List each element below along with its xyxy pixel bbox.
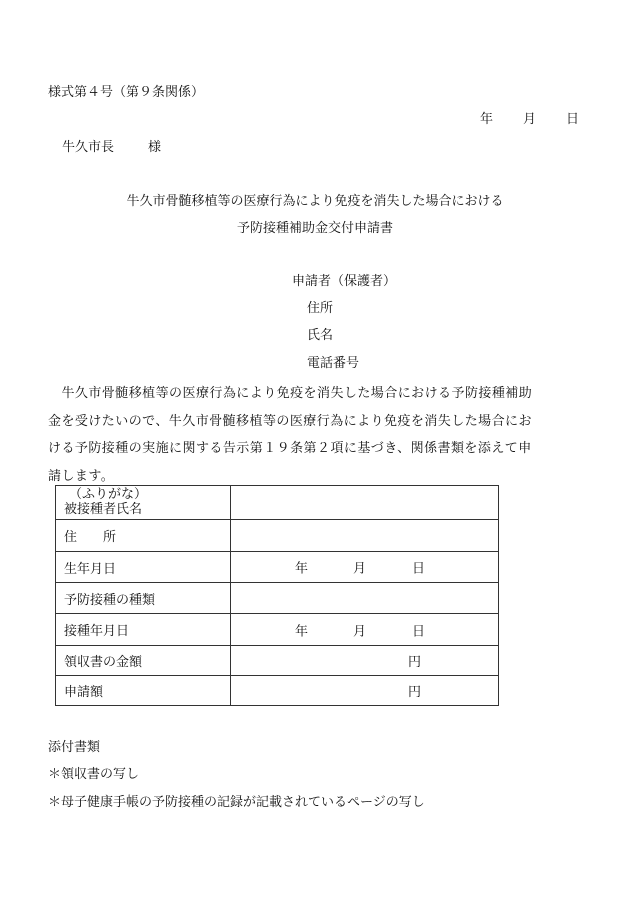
requested-amount-field[interactable]: 円 xyxy=(231,676,499,706)
birthdate-year-label: 年 xyxy=(295,561,309,577)
applicant-address-label: 住所 xyxy=(307,301,334,316)
date-year-label: 年 xyxy=(480,112,494,127)
addressee-city-mayor: 牛久市長 xyxy=(62,140,115,155)
table-row-address xyxy=(56,520,499,552)
address-label: 住 所 xyxy=(56,520,231,552)
address-field[interactable] xyxy=(231,520,499,552)
birthdate-day-label: 日 xyxy=(412,561,426,577)
birthdate-month-label: 月 xyxy=(353,561,367,577)
table-row-birthdate xyxy=(56,552,499,583)
recipient-name-label: 被接種者氏名 xyxy=(64,502,143,517)
form-number: 様式第４号（第９条関係） xyxy=(48,85,205,100)
vaccination-day-label: 日 xyxy=(412,624,426,639)
vaccination-date-field[interactable] xyxy=(231,614,499,646)
attachment-item: ＊領収書の写し xyxy=(48,767,140,782)
applicant-heading: 申請者（保護者） xyxy=(292,274,397,289)
applicant-name-label: 氏名 xyxy=(307,328,334,343)
recipient-name-field[interactable] xyxy=(231,486,499,520)
furigana-label: （ふりがな） xyxy=(69,487,148,502)
receipt-amount-label: 領収書の金額 xyxy=(56,646,231,676)
name-label-cell xyxy=(56,486,231,520)
birthdate-field[interactable] xyxy=(231,552,499,583)
vaccination-month-label: 月 xyxy=(353,624,367,639)
applicant-phone-label: 電話番号 xyxy=(307,356,360,371)
date-day-label: 日 xyxy=(566,112,580,127)
table-row-vaccination-date xyxy=(56,614,499,646)
vaccine-type-field[interactable] xyxy=(231,583,499,614)
receipt-amount-field[interactable]: 円 xyxy=(231,646,499,676)
vaccine-type-label: 予防接種の種類 xyxy=(56,583,231,614)
addressee-honorific: 様 xyxy=(148,140,162,155)
birthdate-label: 生年月日 xyxy=(56,552,231,583)
vaccination-year-label: 年 xyxy=(295,624,309,639)
application-statement: 牛久市骨髄移植等の医療行為により免疫を消失した場合における予防接種補助金を受けたいので、牛久市骨髄移植等の医療行為により免疫を消失した場合における予防接種の実施に関する告示第１９条第２項に基づき、関係書類を添えて申請します。 xyxy=(48,386,533,484)
table-row-requested-amount xyxy=(56,676,499,706)
application-table xyxy=(55,485,499,706)
document-title-line2: 予防接種補助金交付申請書 xyxy=(236,221,393,236)
table-row-name xyxy=(56,486,499,520)
attachment-item: ＊母子健康手帳の予防接種の記録が記載されているページの写し xyxy=(48,795,425,810)
date-month-label: 月 xyxy=(523,112,537,127)
table-row-receipt-amount xyxy=(56,646,499,676)
vaccination-date-label: 接種年月日 xyxy=(56,614,231,646)
requested-amount-label: 申請額 xyxy=(56,676,231,706)
attachments-heading: 添付書類 xyxy=(48,740,101,755)
table-row-vaccine-type xyxy=(56,583,499,614)
document-title-line1: 牛久市骨髄移植等の医療行為により免疫を消失した場合における xyxy=(126,194,504,209)
